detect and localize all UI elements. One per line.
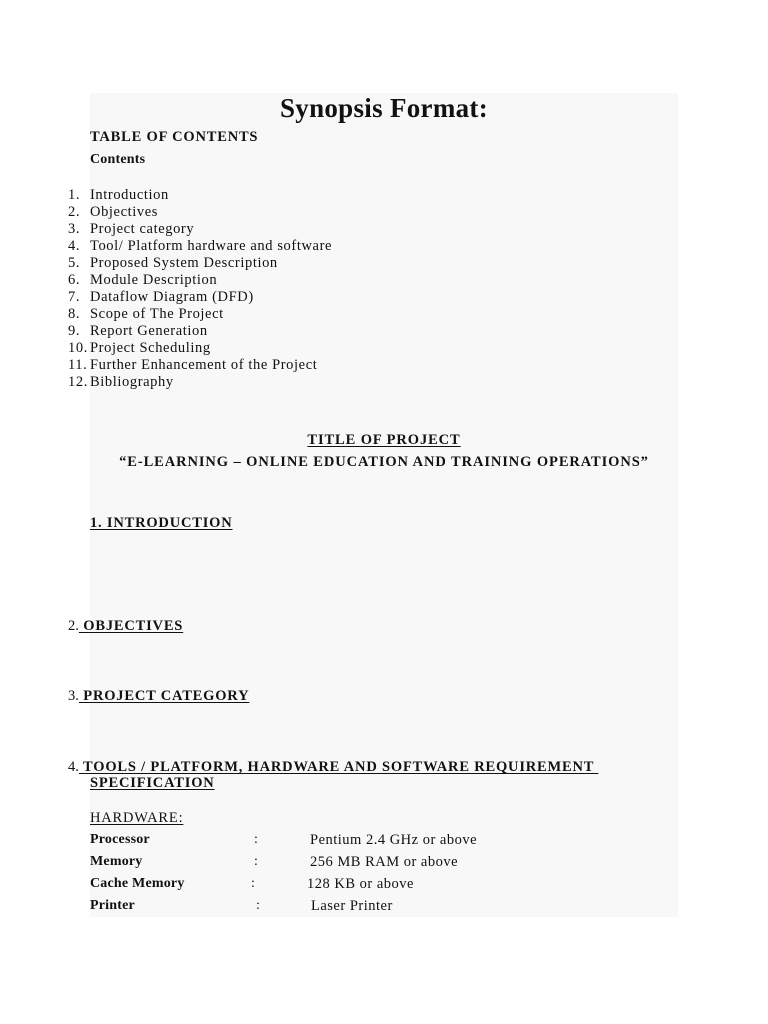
toc-item-label: Project Scheduling	[90, 340, 211, 356]
project-title-label	[0, 432, 768, 449]
section-introduction-heading: 1. INTRODUCTION	[90, 515, 233, 531]
toc-item-label: Tool/ Platform hardware and software	[90, 238, 333, 254]
section-number: 4.	[68, 759, 79, 775]
section-title-line2: SPECIFICATION	[90, 775, 215, 791]
section-title: PROJECT CATEGORY	[78, 688, 250, 704]
hardware-spec-colon: :	[254, 832, 258, 847]
toc-item-number: 12.	[68, 374, 88, 390]
hardware-spec-colon: :	[256, 898, 260, 913]
hardware-heading: HARDWARE:	[90, 810, 184, 826]
hardware-spec-value: 256 MB RAM or above	[310, 854, 459, 870]
section-number: 2.	[68, 618, 79, 634]
contents-label: Contents	[90, 152, 146, 167]
section-title-line1: TOOLS / PLATFORM, HARDWARE AND SOFTWARE REQUIREMENT	[78, 759, 599, 775]
section-tools-heading	[68, 758, 598, 776]
toc-item-label: Further Enhancement of the Project	[90, 357, 318, 373]
hardware-spec-label: Processor	[90, 832, 150, 847]
toc-item-label: Scope of The Project	[90, 306, 224, 322]
hardware-spec-label: Cache Memory	[90, 876, 185, 891]
hardware-spec-value: Pentium 2.4 GHz or above	[310, 832, 478, 848]
page-shading	[90, 93, 678, 917]
toc-item-number: 7.	[68, 289, 81, 305]
hardware-spec-colon: :	[254, 854, 258, 869]
toc-item-number: 8.	[68, 306, 81, 322]
toc-item-number: 10.	[68, 340, 88, 356]
document-title: Synopsis Format:	[279, 93, 489, 123]
hardware-spec-colon: :	[251, 876, 255, 891]
toc-item-number: 4.	[68, 238, 81, 254]
hardware-spec-label: Printer	[90, 898, 135, 913]
toc-item-label: Module Description	[90, 272, 218, 288]
toc-item-label: Introduction	[90, 187, 169, 203]
hardware-spec-value: 128 KB or above	[307, 876, 414, 892]
toc-item-label: Bibliography	[90, 374, 174, 390]
section-number: 3.	[68, 688, 79, 704]
hardware-spec-value: Laser Printer	[311, 898, 393, 914]
toc-heading: TABLE OF CONTENTS	[90, 129, 259, 145]
toc-item-label: Project category	[90, 221, 195, 237]
toc-item-number: 2.	[68, 204, 81, 220]
section-objectives-heading	[68, 617, 183, 635]
toc-item-label: Proposed System Description	[90, 255, 278, 271]
toc-item-label: Objectives	[90, 204, 159, 220]
project-title: “E-LEARNING – ONLINE EDUCATION AND TRAINING OPERATIONS”	[119, 454, 649, 470]
toc-item-number: 9.	[68, 323, 81, 339]
hardware-spec-label: Memory	[90, 854, 143, 869]
toc-item-label: Dataflow Diagram (DFD)	[90, 289, 254, 305]
toc-item-number: 6.	[68, 272, 81, 288]
toc-item-number: 1.	[68, 187, 81, 203]
section-title: OBJECTIVES	[78, 618, 184, 634]
toc-item-label: Report Generation	[90, 323, 208, 339]
toc-item-number: 5.	[68, 255, 81, 271]
toc-item-number: 3.	[68, 221, 81, 237]
project-title-label-text: TITLE OF PROJECT	[307, 432, 461, 448]
toc-item-number: 11.	[68, 357, 88, 373]
section-category-heading	[68, 687, 249, 705]
